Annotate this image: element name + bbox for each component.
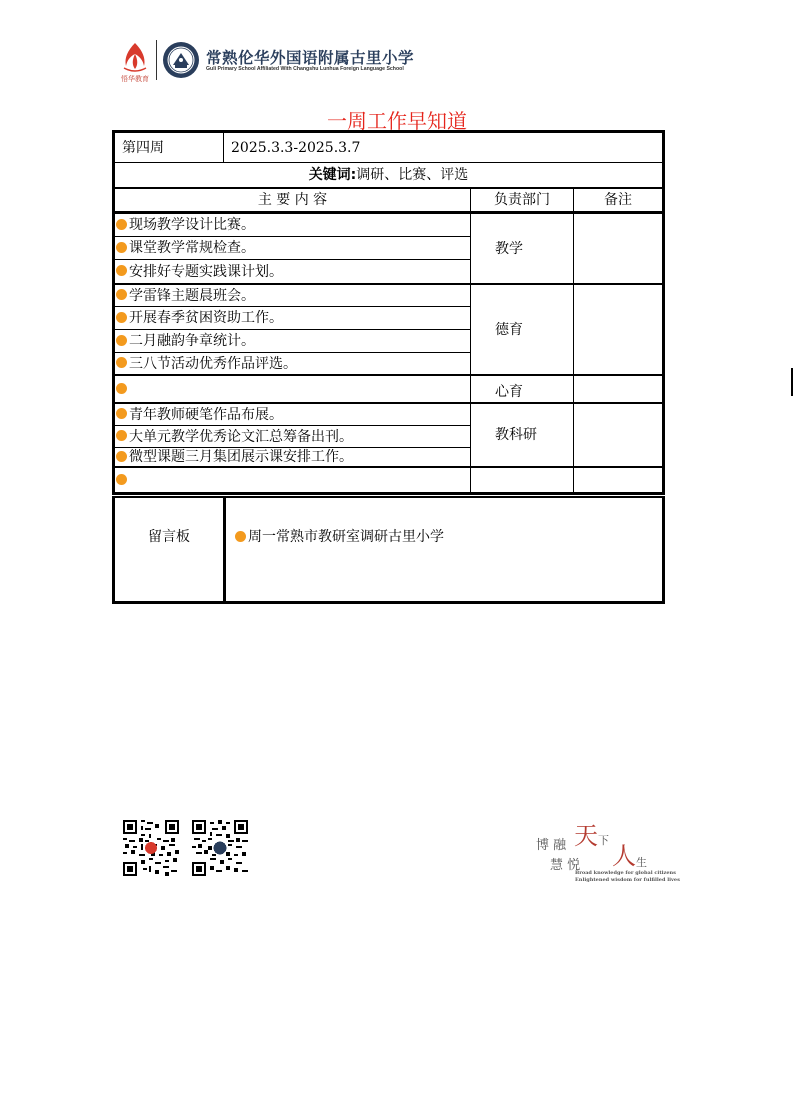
bullet-icon <box>116 383 127 394</box>
list-item: 大单元教学优秀论文汇总筹备出刊。 <box>115 426 470 448</box>
motto-char-big-1: 天 <box>574 822 598 850</box>
week-dates-cell <box>223 130 665 163</box>
document-title: 一周工作早知道 <box>327 109 467 133</box>
school-name-cn: 常熟伦华外国语附属古里小学 <box>206 48 415 67</box>
motto-cn-1: 博 融 <box>536 838 567 853</box>
section-psych-dept: 心育 <box>470 375 574 403</box>
logo-divider <box>156 40 157 80</box>
keywords-value: 调研、比赛、评选 <box>356 167 469 183</box>
bullet-icon <box>116 265 127 276</box>
bullet-icon <box>116 219 127 230</box>
bullet-icon <box>116 335 127 346</box>
section-empty-remarks <box>573 467 665 495</box>
section-psych-remarks <box>573 375 665 403</box>
school-seal-icon <box>162 41 200 79</box>
section-empty-items <box>112 467 471 495</box>
week-label: 第四周 <box>122 139 164 156</box>
list-item: 开展春季贫困资助工作。 <box>115 307 470 330</box>
bullet-icon <box>116 289 127 300</box>
section-research-items <box>112 402 471 468</box>
section-research-remarks <box>573 402 665 468</box>
motto-char-small-1: 下 <box>598 834 609 847</box>
bullet-icon <box>116 408 127 419</box>
list-item: 学雷锋主题晨班会。 <box>115 285 470 307</box>
message-board-content: 周一常熟市教研室调研古里小学 <box>248 529 444 545</box>
school-header <box>118 38 448 84</box>
week-label-cell <box>112 130 224 163</box>
school-name-en: Guli Primary School Affiliated With Changshu Lunhua Foreign Language School <box>206 66 404 72</box>
bullet-icon <box>116 312 127 323</box>
bullet-icon <box>116 474 127 485</box>
column-header-content: 主 要 内 容 <box>112 187 471 213</box>
bullet-icon <box>116 451 127 462</box>
message-board-label: 留言板 <box>148 529 190 545</box>
section-moral-remarks <box>573 283 665 376</box>
column-header-remarks: 备注 <box>573 187 665 213</box>
list-item: 课堂教学常规检查。 <box>115 237 470 260</box>
message-board-content-cell <box>223 496 665 604</box>
section-teaching-items <box>112 213 471 284</box>
motto-en-2: Enlightened wisdom for fulfilled lives <box>575 877 680 883</box>
bullet-icon <box>235 531 246 542</box>
qr-code-icon <box>123 820 179 876</box>
bullet-icon <box>116 430 127 441</box>
list-item: 微型课题三月集团展示课安排工作。 <box>115 448 470 466</box>
motto-char-big-2: 人 <box>612 842 636 870</box>
section-research-dept: 教科研 <box>470 402 574 468</box>
week-dates: 2025.3.3-2025.3.7 <box>231 139 361 156</box>
keywords-label: 关键词: <box>308 167 357 183</box>
bullet-icon <box>116 357 127 368</box>
motto-en-1: Broad knowledge for global citizens <box>575 870 676 876</box>
section-moral-dept: 德育 <box>470 283 574 376</box>
section-empty-dept <box>470 467 574 495</box>
section-moral-items <box>112 283 471 376</box>
section-teaching-remarks <box>573 213 665 284</box>
list-item: 现场教学设计比赛。 <box>115 214 470 237</box>
section-psych-items <box>112 375 471 403</box>
school-motto <box>534 822 684 886</box>
page-edge-mark <box>791 368 793 396</box>
motto-cn-2: 慧 悦 <box>550 858 581 873</box>
section-teaching-dept: 教学 <box>470 213 574 284</box>
list-item: 三八节活动优秀作品评选。 <box>115 353 470 374</box>
logo-left-text: 悟华教育 <box>121 75 149 83</box>
message-board-label-cell <box>112 496 224 604</box>
keywords-row <box>112 162 665 188</box>
qr-code-icon <box>192 820 248 876</box>
bullet-icon <box>116 242 127 253</box>
list-item: 安排好专题实践课计划。 <box>115 260 470 283</box>
list-item: 青年教师硬笔作品布展。 <box>115 404 470 426</box>
motto-char-small-2: 生 <box>636 856 647 869</box>
column-header-department: 负责部门 <box>470 187 574 213</box>
list-item: 二月融韵争章统计。 <box>115 330 470 353</box>
